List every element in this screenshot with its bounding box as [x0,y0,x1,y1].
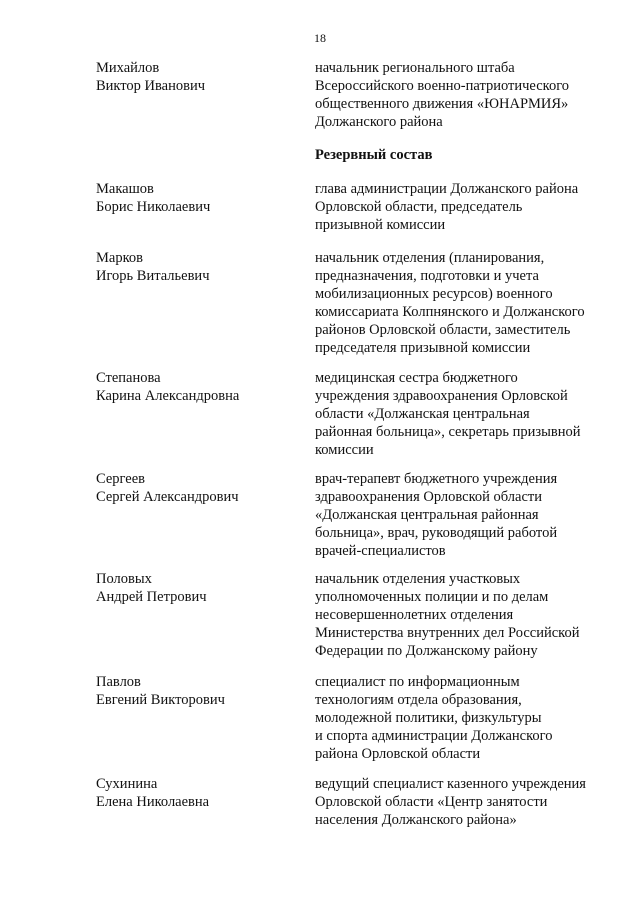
role-line: предназначения, подготовки и учета [315,268,539,284]
member-role [315,775,615,829]
member-given-name: Андрей Петрович [96,589,207,605]
role-line: Орловской области, председатель [315,199,523,215]
role-line: несовершеннолетних отделения [315,607,514,623]
role-line: председателя призывной комиссии [315,340,531,356]
member-surname: Макашов [96,181,154,197]
member-name [96,570,296,606]
role-line: технологиям отдела образования, [315,692,522,708]
member-surname: Павлов [96,674,141,690]
role-line: комиссариата Колпнянского и Должанского [315,304,585,320]
member-name [96,59,296,95]
role-line: районная больница», секретарь призывной [315,424,581,440]
role-line: района Орловской области [315,746,481,762]
role-line: Должанского района [315,114,443,130]
member-surname: Михайлов [96,60,160,76]
role-line: Федерации по Должанскому району [315,643,538,659]
role-line: начальник отделения (планирования, [315,250,545,266]
member-name [96,369,296,405]
role-line: ведущий специалист казенного учреждения [315,776,586,792]
reserve-section-heading: Резервный состав [315,147,433,163]
page-number: 18 [314,31,326,45]
member-role [315,673,615,763]
role-line: Всероссийского военно-патриотического [315,78,570,94]
member-surname: Половых [96,571,152,587]
role-line: «Должанская центральная районная [315,507,539,523]
role-line: комиссии [315,442,374,458]
member-role [315,570,615,660]
member-name [96,775,296,811]
role-line: области «Должанская центральная [315,406,530,422]
member-role [315,369,615,459]
member-given-name: Елена Николаевна [96,794,210,810]
member-given-name: Виктор Иванович [96,78,206,94]
role-line: врач-терапевт бюджетного учреждения [315,471,558,487]
member-given-name: Борис Николаевич [96,199,211,215]
role-line: начальник отделения участковых [315,571,521,587]
member-role [315,180,615,234]
member-name [96,470,296,506]
role-line: призывной комиссии [315,217,446,233]
member-surname: Сухинина [96,776,158,792]
member-given-name: Игорь Витальевич [96,268,210,284]
role-line: больница», врач, руководящий работой [315,525,558,541]
role-line: мобилизационных ресурсов) военного [315,286,553,302]
role-line: общественного движения «ЮНАРМИЯ» [315,96,569,112]
member-given-name: Карина Александровна [96,388,240,404]
role-line: начальник регионального штаба [315,60,515,76]
role-line: районов Орловской области, заместитель [315,322,571,338]
member-name [96,249,296,285]
role-line: здравоохранения Орловской области [315,489,542,505]
role-line: глава администрации Должанского района [315,181,579,197]
member-name [96,673,296,709]
role-line: Министерства внутренних дел Российской [315,625,580,641]
role-line: и спорта администрации Должанского [315,728,553,744]
role-line: уполномоченных полиции и по делам [315,589,549,605]
member-given-name: Сергей Александрович [96,489,239,505]
member-given-name: Евгений Викторович [96,692,225,708]
member-role [315,249,615,357]
role-line: врачей-специалистов [315,543,446,559]
role-line: учреждения здравоохранения Орловской [315,388,568,404]
role-line: Орловской области «Центр занятости [315,794,548,810]
member-surname: Марков [96,250,143,266]
role-line: молодежной политики, физкультуры [315,710,542,726]
role-line: специалист по информационным [315,674,520,690]
role-line: населения Должанского района» [315,812,517,828]
role-line: медицинская сестра бюджетного [315,370,518,386]
member-surname: Степанова [96,370,161,386]
member-name [96,180,296,216]
member-surname: Сергеев [96,471,146,487]
member-role [315,470,615,560]
member-role [315,59,615,131]
